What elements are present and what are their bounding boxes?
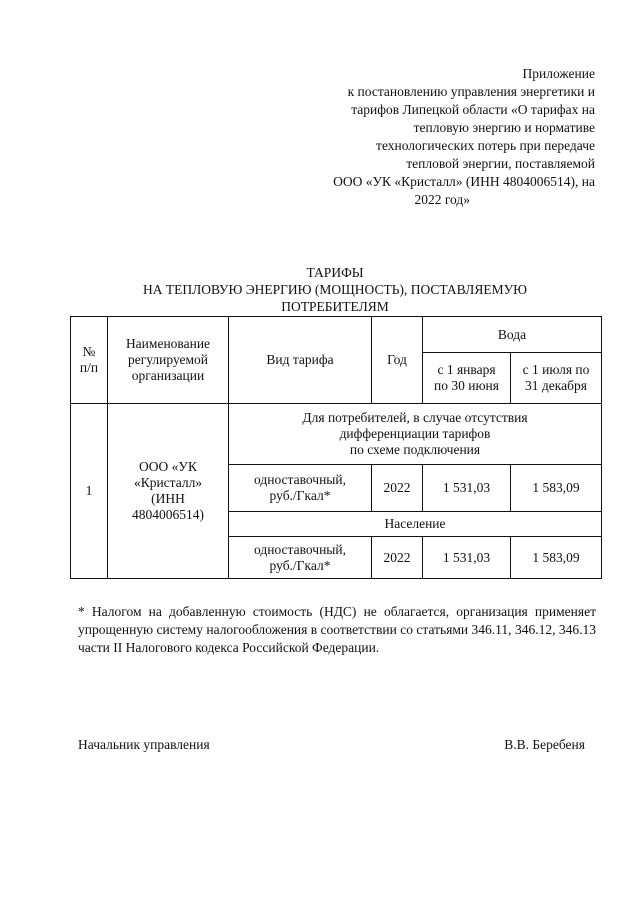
organization-name: ООО «УК «Кристалл» (ИНН 4804006514) bbox=[108, 404, 229, 579]
header-number: № п/п bbox=[71, 317, 108, 404]
title-line: ТАРИФЫ bbox=[306, 265, 364, 280]
appendix-line: технологических потерь при передаче bbox=[376, 138, 595, 153]
cell-period-2: 1 583,09 bbox=[511, 537, 602, 579]
title-line: НА ТЕПЛОВУЮ ЭНЕРГИЮ (МОЩНОСТЬ), ПОСТАВЛЯЕМУЮ bbox=[142, 282, 528, 297]
footnote: * Налогом на добавленную стоимость (НДС) не облагается, организация применяет упрощенную систему налогообложения в соответствии со статьями 346.11, 346.12, 346.13 части II Налогового кодекса Российской Федерации. bbox=[78, 604, 596, 655]
cell-period-1: 1 531,03 bbox=[423, 537, 511, 579]
appendix-line: к постановлению управления энергетики и bbox=[347, 84, 595, 99]
cell-tariff-type: одноставочный, руб./Гкал* bbox=[229, 465, 372, 512]
cell-year: 2022 bbox=[372, 537, 423, 579]
row-number: 1 bbox=[71, 404, 108, 579]
cell-period-1: 1 531,03 bbox=[423, 465, 511, 512]
header-period-2: с 1 июля по 31 декабря bbox=[511, 353, 602, 404]
header-year: Год bbox=[372, 317, 423, 404]
appendix-line: тепловой энергии, поставляемой bbox=[406, 156, 595, 171]
signature-position: Начальник управления bbox=[78, 737, 210, 752]
appendix-block bbox=[280, 65, 595, 209]
appendix-line: 2022 год» bbox=[414, 192, 470, 207]
appendix-line: ООО «УК «Кристалл» (ИНН 4804006514), на bbox=[333, 174, 595, 189]
cell-period-2: 1 583,09 bbox=[511, 465, 602, 512]
cell-tariff-type: одноставочный, руб./Гкал* bbox=[229, 537, 372, 579]
signature-name: В.В. Беребеня bbox=[504, 737, 585, 752]
title-line: ПОТРЕБИТЕЛЯМ bbox=[281, 299, 389, 314]
header-period-1: с 1 января по 30 июня bbox=[423, 353, 511, 404]
appendix-line: тарифов Липецкой области «О тарифах на bbox=[351, 102, 595, 117]
group-header-consumers: Для потребителей, в случае отсутствия дифференциации тарифов по схеме подключения bbox=[229, 404, 602, 465]
tariffs-table bbox=[70, 316, 602, 579]
header-tariff-type: Вид тарифа bbox=[229, 317, 372, 404]
appendix-line: тепловую энергию и нормативе bbox=[413, 120, 595, 135]
group-header-population: Население bbox=[229, 512, 602, 537]
header-organization: Наименование регулируемой организации bbox=[108, 317, 229, 404]
cell-year: 2022 bbox=[372, 465, 423, 512]
header-water: Вода bbox=[423, 317, 602, 353]
appendix-line: Приложение bbox=[522, 66, 595, 81]
document-title bbox=[60, 264, 610, 315]
